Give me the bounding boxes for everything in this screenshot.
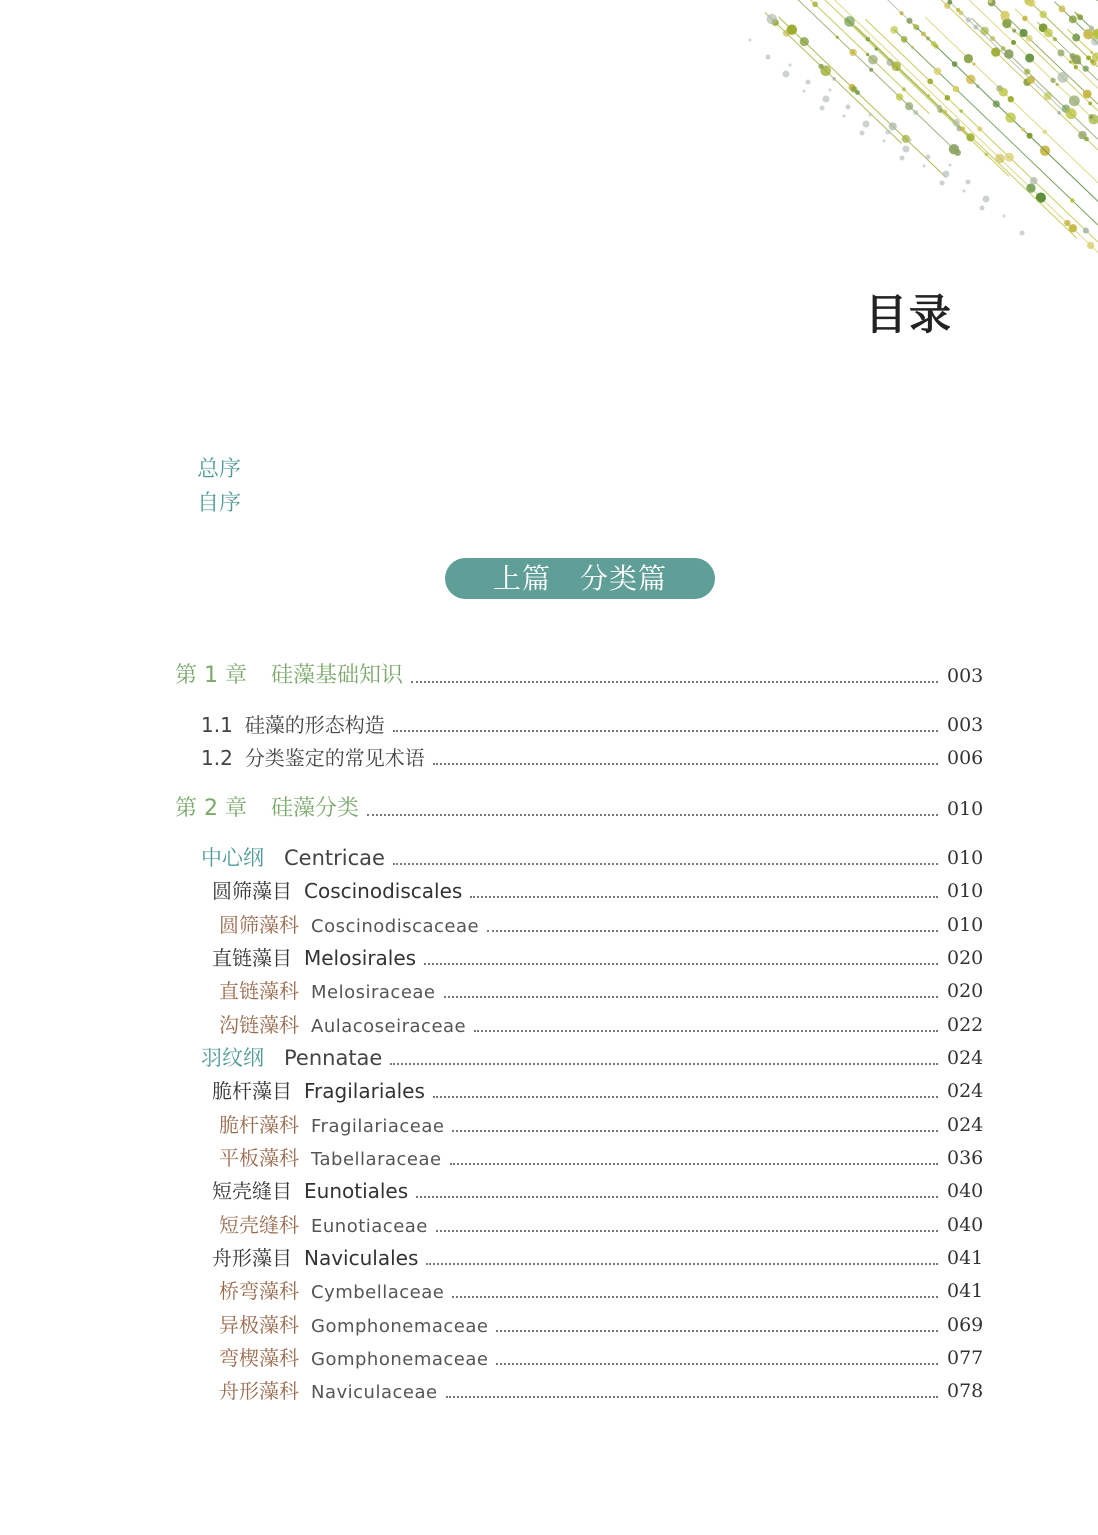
taxon-latin-name: Cymbellaceae: [311, 1282, 445, 1303]
dot-leader: [446, 1396, 938, 1398]
page-number: 069: [947, 1314, 984, 1336]
taxon-chinese-name: 舟形藻目: [212, 1246, 292, 1270]
page-number: 020: [947, 947, 984, 969]
page-number: 024: [947, 1047, 984, 1069]
taxon-latin-name: Coscinodiscales: [304, 879, 463, 903]
section-title: 分类鉴定的常见术语: [244, 746, 425, 770]
dot-leader: [367, 814, 938, 816]
toc-entry[interactable]: [0, 1275, 1098, 1307]
taxon-latin-name: Pennatae: [284, 1046, 383, 1070]
page-number: 040: [947, 1214, 984, 1236]
dot-leader: [487, 930, 938, 932]
taxon-chinese-name: 短壳缝目: [212, 1179, 292, 1203]
taxon-chinese-name: 舟形藻科: [219, 1379, 299, 1403]
toc-entry[interactable]: [0, 709, 1098, 741]
toc-entry-label: [201, 1042, 382, 1074]
chapter-title: 硅藻基础知识: [270, 663, 403, 688]
toc-entry-label: [201, 742, 425, 774]
dot-leader: [426, 1263, 938, 1265]
taxon-latin-name: Gomphonemaceae: [311, 1316, 489, 1337]
taxon-latin-name: Centricae: [284, 846, 385, 870]
toc-entry[interactable]: [0, 1042, 1098, 1074]
toc-entry-label: [212, 875, 462, 907]
toc-entry[interactable]: [0, 842, 1098, 874]
toc-entry[interactable]: [0, 909, 1098, 941]
dot-leader: [393, 730, 938, 732]
toc-entry-label: [175, 793, 359, 825]
taxon-latin-name: Naviculaceae: [311, 1382, 438, 1403]
toc-entry-label: [219, 1275, 444, 1309]
chapter-number: 第 1 章: [175, 663, 247, 688]
toc-entry-label: [219, 1142, 442, 1176]
dot-leader: [411, 681, 938, 683]
taxon-latin-name: Eunotiales: [304, 1179, 409, 1203]
taxon-chinese-name: 短壳缝科: [219, 1213, 299, 1237]
section-number: 1.2: [201, 746, 233, 770]
taxon-latin-name: Tabellaraceae: [311, 1149, 442, 1170]
dot-leader: [452, 1130, 938, 1132]
toc-entry[interactable]: [0, 793, 1098, 825]
taxon-latin-name: Fragilariales: [304, 1079, 425, 1103]
dot-leader: [474, 1030, 938, 1032]
taxon-chinese-name: 沟链藻科: [219, 1013, 299, 1037]
toc-entry[interactable]: [0, 1342, 1098, 1374]
dot-leader: [444, 996, 938, 998]
dot-leader: [433, 1096, 938, 1098]
toc-entry[interactable]: [0, 1175, 1098, 1207]
page-number: 003: [947, 714, 984, 736]
toc-entry-label: [212, 1075, 425, 1107]
toc-entry[interactable]: [0, 1109, 1098, 1141]
toc-entry[interactable]: [0, 1209, 1098, 1241]
toc-entry-label: [219, 1342, 488, 1376]
toc-entry-label: [212, 1242, 418, 1274]
dot-leader: [452, 1296, 938, 1298]
taxon-chinese-name: 异极藻科: [219, 1313, 299, 1337]
page-number: 024: [947, 1080, 984, 1102]
taxon-latin-name: Gomphonemaceae: [311, 1349, 489, 1370]
page-number: 006: [947, 747, 984, 769]
taxon-chinese-name: 羽纹纲: [201, 1046, 264, 1070]
section-number: 1.1: [201, 713, 233, 737]
toc-entry[interactable]: [0, 1075, 1098, 1107]
taxon-latin-name: Melosiraceae: [311, 982, 436, 1003]
dot-leader: [436, 1230, 938, 1232]
toc-entry-label: [201, 842, 385, 874]
taxon-latin-name: Eunotiaceae: [311, 1216, 428, 1237]
taxon-latin-name: Melosirales: [304, 946, 417, 970]
taxon-chinese-name: 脆杆藻目: [212, 1079, 292, 1103]
dot-leader: [433, 763, 938, 765]
page-number: 022: [947, 1014, 984, 1036]
toc-entry-label: [212, 1175, 408, 1207]
taxon-chinese-name: 桥弯藻科: [219, 1279, 299, 1303]
taxon-latin-name: Naviculales: [304, 1246, 419, 1270]
toc-entry[interactable]: [0, 1242, 1098, 1274]
toc-entry-label: [219, 975, 436, 1009]
taxon-chinese-name: 直链藻目: [212, 946, 292, 970]
toc-entry[interactable]: [0, 660, 1098, 692]
taxon-chinese-name: 圆筛藻目: [212, 879, 292, 903]
part-banner: 上篇 分类篇: [445, 558, 715, 599]
toc-entry-label: [219, 909, 479, 943]
page-number: 010: [947, 914, 984, 936]
toc-entry[interactable]: [0, 975, 1098, 1007]
toc-entry-label: [219, 1375, 438, 1409]
page-number: 078: [947, 1380, 984, 1402]
toc-entry[interactable]: [0, 1309, 1098, 1341]
page-number: 024: [947, 1114, 984, 1136]
dot-leader: [496, 1330, 938, 1332]
dot-leader: [496, 1363, 938, 1365]
page-number: 003: [947, 665, 984, 687]
taxon-chinese-name: 平板藻科: [219, 1146, 299, 1170]
toc-entry-label: [219, 1209, 428, 1243]
preface-general[interactable]: 总序: [197, 457, 242, 482]
toc-entry[interactable]: [0, 1009, 1098, 1041]
dot-leader: [450, 1163, 938, 1165]
chapter-title: 硅藻分类: [270, 796, 359, 821]
taxon-latin-name: Coscinodiscaceae: [311, 916, 480, 937]
toc-entry[interactable]: [0, 942, 1098, 974]
toc-entry[interactable]: [0, 742, 1098, 774]
page-number: 010: [947, 847, 984, 869]
toc-entry-label: [219, 1009, 466, 1043]
decorative-dotted-lines: [0, 0, 1098, 300]
taxon-latin-name: Fragilariaceae: [311, 1116, 445, 1137]
dot-leader: [393, 863, 938, 865]
page-title: 目录: [865, 290, 954, 339]
toc-entry-label: [175, 660, 403, 692]
page-number: 077: [947, 1347, 984, 1369]
section-title: 硅藻的形态构造: [244, 713, 385, 737]
dot-leader: [390, 1063, 938, 1065]
preface-author[interactable]: 自序: [197, 491, 242, 516]
taxon-chinese-name: 直链藻科: [219, 979, 299, 1003]
toc-entry-label: [212, 942, 416, 974]
taxon-chinese-name: 圆筛藻科: [219, 913, 299, 937]
dot-leader: [416, 1196, 938, 1198]
toc-entry-label: [219, 1109, 444, 1143]
toc-entry-label: [219, 1309, 488, 1343]
page-number: 041: [947, 1280, 984, 1302]
chapter-number: 第 2 章: [175, 796, 247, 821]
page-number: 041: [947, 1247, 984, 1269]
page-number: 020: [947, 980, 984, 1002]
dot-leader: [470, 896, 938, 898]
taxon-chinese-name: 中心纲: [201, 846, 264, 870]
page-number: 040: [947, 1180, 984, 1202]
page-number: 010: [947, 880, 984, 902]
taxon-chinese-name: 弯楔藻科: [219, 1346, 299, 1370]
toc-entry[interactable]: [0, 1375, 1098, 1407]
toc-entry[interactable]: [0, 875, 1098, 907]
toc-entry[interactable]: [0, 1142, 1098, 1174]
page-number: 036: [947, 1147, 984, 1169]
page-number: 010: [947, 798, 984, 820]
toc-entry-label: [201, 709, 385, 741]
dot-leader: [424, 963, 938, 965]
taxon-latin-name: Aulacoseiraceae: [311, 1016, 467, 1037]
taxon-chinese-name: 脆杆藻科: [219, 1113, 299, 1137]
